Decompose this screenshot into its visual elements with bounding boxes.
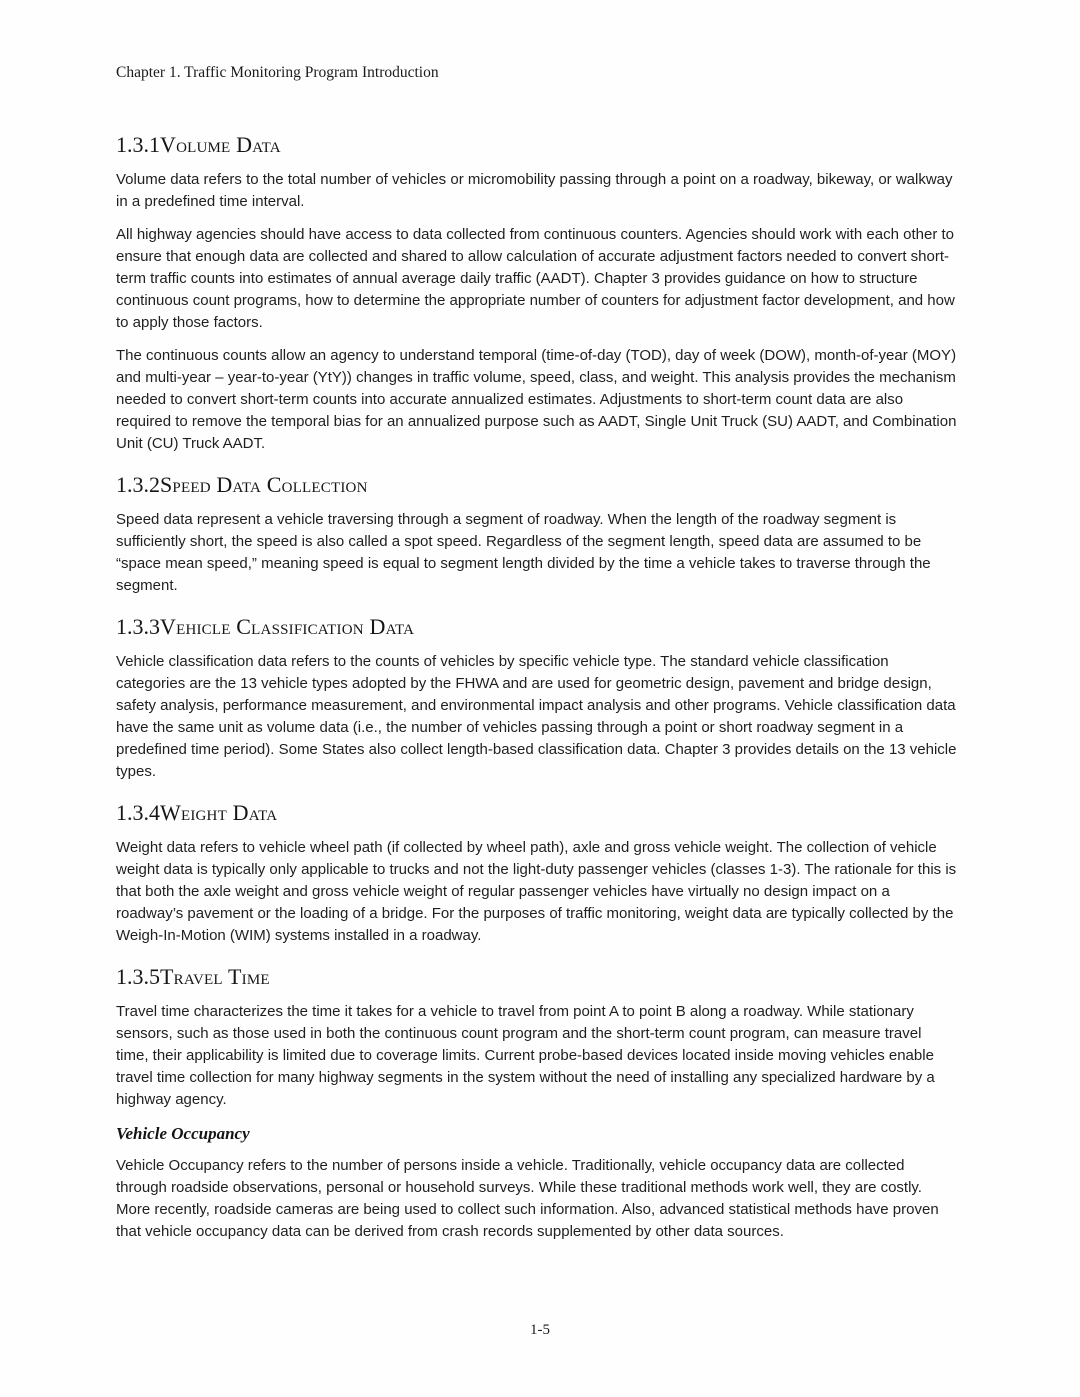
section-title: Vehicle Classification Data <box>160 614 415 639</box>
chapter-header: Chapter 1. Traffic Monitoring Program Introduction <box>116 64 439 81</box>
section-heading-1-3-1 <box>116 132 958 158</box>
section-title: Weight Data <box>160 800 278 825</box>
section-title: Volume Data <box>160 132 281 157</box>
section-travel-time <box>116 964 958 1111</box>
paragraph: The continuous counts allow an agency to understand temporal (time-of-day (TOD), day of week (DOW), month-of-year (MOY) and multi-year – year-to-year (YtY)) changes in traffic volume, speed, class, and weight. This analysis provides the mechanism needed to convert short-term counts into accurate annualized estimates. Adjustments to short-term count data are also required to remove the temporal bias for an annualized purpose such as AADT, Single Unit Truck (SU) AADT, and Combination Unit (CU) Truck AADT. <box>116 347 957 452</box>
section-number: 1.3.2 <box>116 472 160 497</box>
page-number: 1-5 <box>530 1322 550 1338</box>
paragraph: Travel time characterizes the time it takes for a vehicle to travel from point A to point B along a roadway. While stationary sensors, such as those used in both the continuous count program and the short-term count program, can measure travel time, their applicability is limited due to coverage limits. Current probe-based devices located inside moving vehicles enable travel time collection for many highway segments in the system without the need of installing any specialized hardware by a highway agency. <box>116 1003 935 1108</box>
section-number: 1.3.5 <box>116 964 160 989</box>
section-volume-data <box>116 132 958 455</box>
paragraph: All highway agencies should have access to data collected from continuous counters. Agencies should work with each other to ensure that enough data are collected and shared to allow calculation of accurate adjustment factors needed to convert short-term traffic counts into estimates of annual average daily traffic (AADT). Chapter 3 provides guidance on how to structure continuous count programs, how to determine the appropriate number of counters for adjustment factor development, and how to apply those factors. <box>116 226 955 331</box>
section-heading-1-3-3 <box>116 614 958 640</box>
paragraph: Speed data represent a vehicle traversing through a segment of roadway. When the length of the roadway segment is sufficiently short, the speed is also called a spot speed. Regardless of the segment length, speed data are assumed to be “space mean speed,” meaning speed is equal to segment length divided by the time a vehicle takes to traverse through the segment. <box>116 511 931 594</box>
subsection-heading: Vehicle Occupancy <box>116 1124 250 1143</box>
section-heading-1-3-4 <box>116 800 958 826</box>
section-weight-data <box>116 800 958 947</box>
section-number: 1.3.4 <box>116 800 160 825</box>
section-title: Speed Data Collection <box>160 472 368 497</box>
section-speed-data-collection <box>116 472 958 597</box>
paragraph: Vehicle Occupancy refers to the number of persons inside a vehicle. Traditionally, vehicle occupancy data are collected through roadside observations, personal or household surveys. While these traditional methods work well, they are costly. More recently, roadside cameras are being used to collect such information. Also, advanced statistical methods have proven that vehicle occupancy data can be derived from crash records supplemented by other data sources. <box>116 1157 939 1240</box>
section-number: 1.3.1 <box>116 132 160 157</box>
section-heading-1-3-2 <box>116 472 958 498</box>
section-number: 1.3.3 <box>116 614 160 639</box>
paragraph: Volume data refers to the total number of vehicles or micromobility passing through a point on a roadway, bikeway, or walkway in a predefined time interval. <box>116 171 953 210</box>
paragraph: Weight data refers to vehicle wheel path (if collected by wheel path), axle and gross vehicle weight. The collection of vehicle weight data is typically only applicable to trucks and not the light-duty passenger vehicles (classes 1-3). The rationale for this is that both the axle weight and gross vehicle weight of regular passenger vehicles have virtually no design impact on a roadway’s pavement or the loading of a bridge. For the purposes of traffic monitoring, weight data are typically collected by the Weigh-In-Motion (WIM) systems installed in a roadway. <box>116 839 957 944</box>
subsection-vehicle-occupancy <box>116 1124 958 1243</box>
section-title: Travel Time <box>160 964 270 989</box>
section-vehicle-classification-data <box>116 614 958 783</box>
section-heading-1-3-5 <box>116 964 958 990</box>
paragraph: Vehicle classification data refers to the counts of vehicles by specific vehicle type. The standard vehicle classification categories are the 13 vehicle types adopted by the FHWA and are used for geometric design, pavement and bridge design, safety analysis, performance measurement, and environmental impact analysis and other programs. Vehicle classification data have the same unit as volume data (i.e., the number of vehicles passing through a point or short roadway segment in a predefined time period). Some States also collect length-based classification data. Chapter 3 provides details on the 13 vehicle types. <box>116 653 957 780</box>
